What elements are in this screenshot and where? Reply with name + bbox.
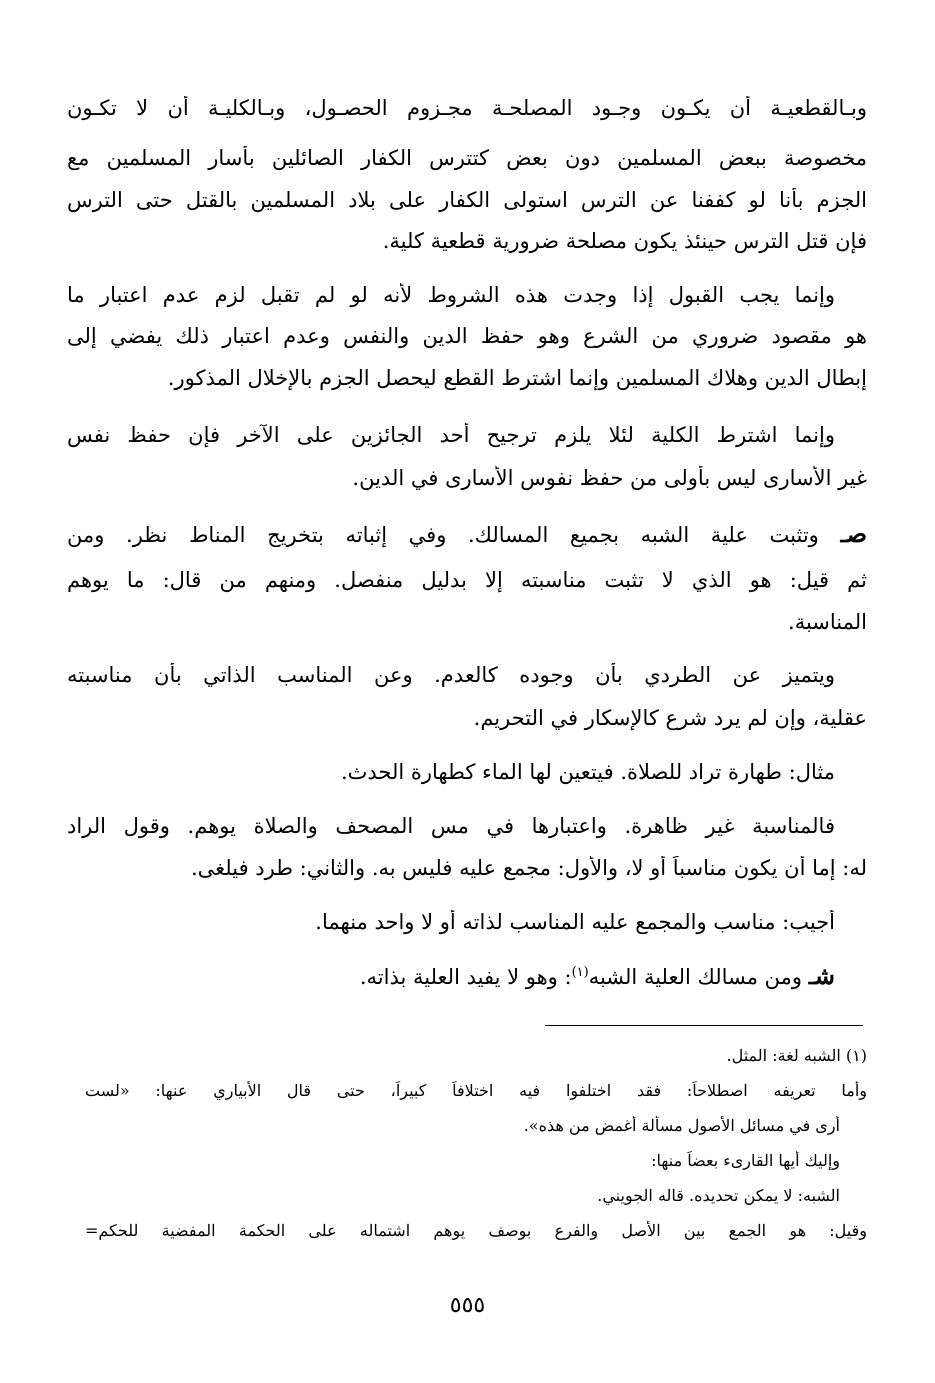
footnote-line: أرى في مسائل الأصول مسألة أغمض من هذه».: [523, 1116, 840, 1135]
text-line: غير الأسارى ليس بأولى من حفظ نفوس الأسارى في الدين.: [352, 466, 867, 490]
matn-marker: ص: [846, 520, 867, 548]
text-line: وبـالقطعيـة أن يكـون وجـود المصلحـة مجـزوم الحصـول، وبـالكليـة أن لا تكـون: [67, 96, 867, 120]
text-line: هو مقصود ضروري من الشرع وهو حفظ الدين والنفس وعدم اعتبار ذلك يفضي إلى: [67, 324, 867, 348]
text-line: مخصوصة ببعض المسلمين دون بعض كتترس الكفار الصائلين بأسار المسلمين مع: [67, 146, 867, 170]
page-number: ٥٥٥: [449, 1293, 486, 1318]
sharh-line: [67, 962, 835, 991]
text-line: ويتميز عن الطردي بأن وجوده كالعدم. وعن المناسب الذاتي بأن مناسبته: [67, 663, 835, 687]
footnote-reference: (١): [571, 965, 589, 980]
text-line: عقلية، وإن لم يرد شرع كالإسكار في التحريم.: [473, 706, 867, 730]
text-line: فإن قتل الترس حينئذ يكون مصلحة ضرورية قطعية كلية.: [382, 229, 867, 253]
text-segment: وتثبت علية الشبه بجميع المسالك. وفي إثباته بتخريج المناط نظر. ومن: [67, 523, 841, 547]
text-line: وإنما يجب القبول إذا وجدت هذه الشروط لأنه لو لم تقبل لزم عدم اعتبار ما: [67, 283, 835, 307]
text-line: له: إما أن يكون مناسباً أو لا، والأول: مجمع عليه فليس به. والثاني: طرد فيلغى.: [190, 856, 867, 880]
text-segment: ومن مسالك العلية الشبه: [588, 965, 809, 989]
text-line: وإنما اشترط الكلية لئلا يلزم ترجيح أحد الجائزين على الآخر فإن حفظ نفس: [67, 423, 835, 447]
text-line: الجزم بأنا لو كففنا عن الترس استولى الكفار على بلاد المسلمين بالقتل حتى الترس: [67, 188, 867, 212]
sharh-marker: ش: [814, 962, 835, 990]
text-segment: : وهو لا يفيد العلية بذاته.: [359, 965, 572, 989]
marker-dash: ـ: [808, 964, 815, 989]
footnote-line: وإليك أيها القارىء بعضاً منها:: [651, 1151, 840, 1170]
text-line: المناسبة.: [788, 610, 867, 634]
text-line: فالمناسبة غير ظاهرة. واعتبارها في مس المصحف والصلاة يوهم. وقول الراد: [67, 814, 835, 838]
footnote-line: (١) الشبه لغة: المثل.: [726, 1046, 867, 1065]
footnote-line: وقيل: هو الجمع بين الأصل والفرع بوصف يوهم اشتماله على الحكمة المفضية للحكم=: [85, 1221, 867, 1240]
text-line: ثم قيل: هو الذي لا تثبت مناسبته إلا بدليل منفصل. ومنهم من قال: ما يوهم: [67, 568, 867, 592]
footnote-separator: [545, 1025, 863, 1026]
text-line: إبطال الدين وهلاك المسلمين وإنما اشترط القطع ليحصل الجزم بالإخلال المذكور.: [167, 366, 867, 390]
marker-dash: ـ: [840, 522, 847, 547]
footnote-line: وأما تعريفه اصطلاحاً: فقد اختلفوا فيه اختلافاً كبيراً، حتى قال الأبياري عنها: «لست: [85, 1081, 867, 1100]
footnote-line: الشبه: لا يمكن تحديده. قاله الجويني.: [597, 1186, 840, 1205]
text-line: مثال: طهارة تراد للصلاة. فيتعين لها الماء كطهارة الحدث.: [340, 760, 835, 784]
matn-line: [67, 520, 867, 549]
text-line: أجيب: مناسب والمجمع عليه المناسب لذاته أو لا واحد منهما.: [315, 910, 835, 934]
